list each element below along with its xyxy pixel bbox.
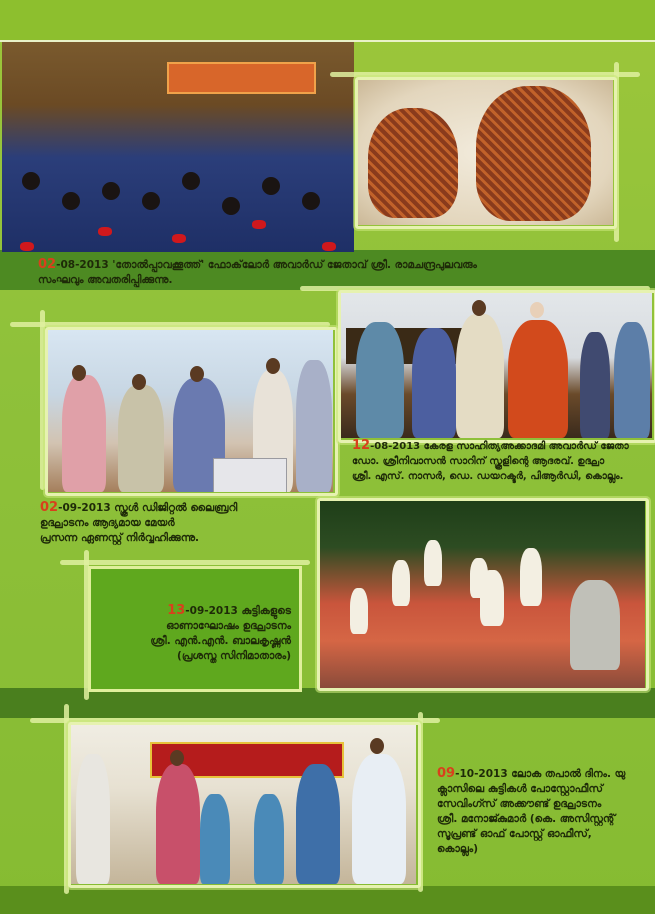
audience-head [22,172,40,190]
audience-head [182,172,200,190]
audience-head [142,192,160,210]
audience-head [102,182,120,200]
ribbon [20,242,34,251]
stage-backdrop [167,62,316,94]
ribbon [172,234,186,243]
ribbon [322,242,336,251]
caption-puppet-show: 02-08-2013 'തോൽപ്പാവക്കൂത്ത്' ഫോക്‌ലോർ അവാർഡ് ജേതാവ് ശ്രീ. രാമചന്ദ്രപുലവരും സംഘവും അവതരിപ്പിക്കുന്നു. [38,257,477,286]
top-band [0,0,655,42]
caption-date: 02 [38,257,57,272]
onam-caption-box [88,566,302,692]
frame-stroke [60,560,310,565]
photo-frame [338,290,655,443]
photo-audience [2,42,354,252]
photo-frame [45,327,338,496]
photo-frame [355,77,617,229]
ribbon [252,220,266,229]
bottom-band [0,886,655,914]
caption-onam: 13-09-2013 കുട്ടികളുടെ ഓണാഘോഷം ഉദ്ഘാടനം ശ്രീ. എൻ.എൻ. ബാലകൃഷ്ണൻ (പ്രശസ്ത സിനിമാതാരം) [150,603,291,662]
ribbon [98,227,112,236]
caption-award: 12-08-2013 കേരള സാഹിത്യഅക്കാദമി അവാർഡ് ജേതാ ഡോ. ശ്രീനിവാസൻ സാറിന് സ്കൂളിന്റെ ആദരവ്. ഉദ്ഘാ ശ്രീ. എസ്. നാസർ, ഡെ. ഡയറക്ടർ, പിആർഡി, കൊല്ലം. [352,438,629,482]
audience-head [62,192,80,210]
caption-library: 02-09-2013 സ്കൂൾ ഡിജിറ്റൽ ലൈബ്രറി ഉദ്ഘാടനം ആദ്യമായ മേയർ പ്രസന്ന ഏണസ്റ്റ് നിർവ്വഹിക്കുന്നു. [40,500,238,544]
audience-head [302,192,320,210]
caption-postal-day: 09-10-2013 ലോക തപാൽ ദിനം. യു ക്ലാസിലെ കുട്ടികൾ പോസ്റ്റോഫീസ് സേവിംഗ്സ് അക്കൗണ്ട് ഉദ്ഘാടനം ശ്രീ. മനോജ്കുമാർ (കെ. അസിസ്റ്റന്റ് സൂപ്രണ്ട് ഓഫ് പോസ്റ്റ് ഓഫീസ്, കൊല്ലം) [437,766,626,855]
audience-head [262,177,280,195]
caption-strip-2 [0,688,655,718]
photo-frame [317,498,649,691]
audience-head [222,197,240,215]
photo-frame [68,722,421,888]
